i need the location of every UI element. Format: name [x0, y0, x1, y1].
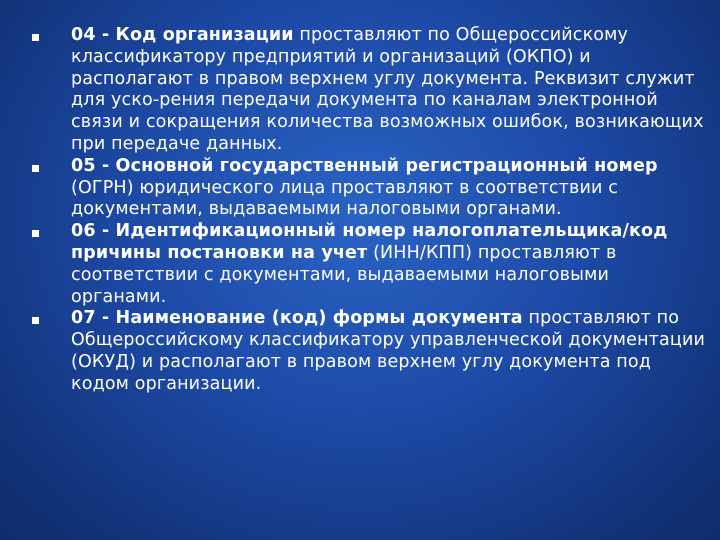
square-bullet-icon [32, 230, 39, 237]
square-bullet-icon [32, 165, 39, 172]
list-item [20, 25, 705, 156]
list-item [20, 308, 705, 395]
item-description: проставляют по Общероссийскому классификатору предприятий и организаций (ОКПО) и располагают в правом верхнем углу документа. Реквизит служит для уско-рения передачи документа по каналам электронной связи и сокращения количества возможных ошибок, возникающих при передаче данных. [71, 25, 704, 154]
item-description: (ОГРН) юридического лица проставляют в соответствии с документами, выдаваемыми налоговыми органами. [71, 177, 618, 220]
list-item [20, 221, 705, 308]
item-code-label: 05 - Основной государственный регистрационный номер [71, 155, 658, 176]
item-code-label: 04 - Код организации [71, 25, 294, 45]
square-bullet-icon [32, 317, 39, 324]
item-description: (ИНН/КПП) проставляют в соответствии с документами, выдаваемыми налоговыми органами. [71, 242, 617, 307]
list-item [20, 156, 705, 221]
item-code-label: 06 - Идентификационный номер налогоплательщика/код причины постановки на учет [71, 221, 668, 263]
item-code-label: 07 - Наименование (код) формы документа [71, 308, 523, 329]
item-description: проставляют по Общероссийскому классификатору управленческой документации (ОКУД) и располагают в правом верхнем углу документа под кодом организации. [71, 308, 705, 394]
square-bullet-icon [32, 34, 39, 41]
bullet-list [20, 25, 705, 396]
